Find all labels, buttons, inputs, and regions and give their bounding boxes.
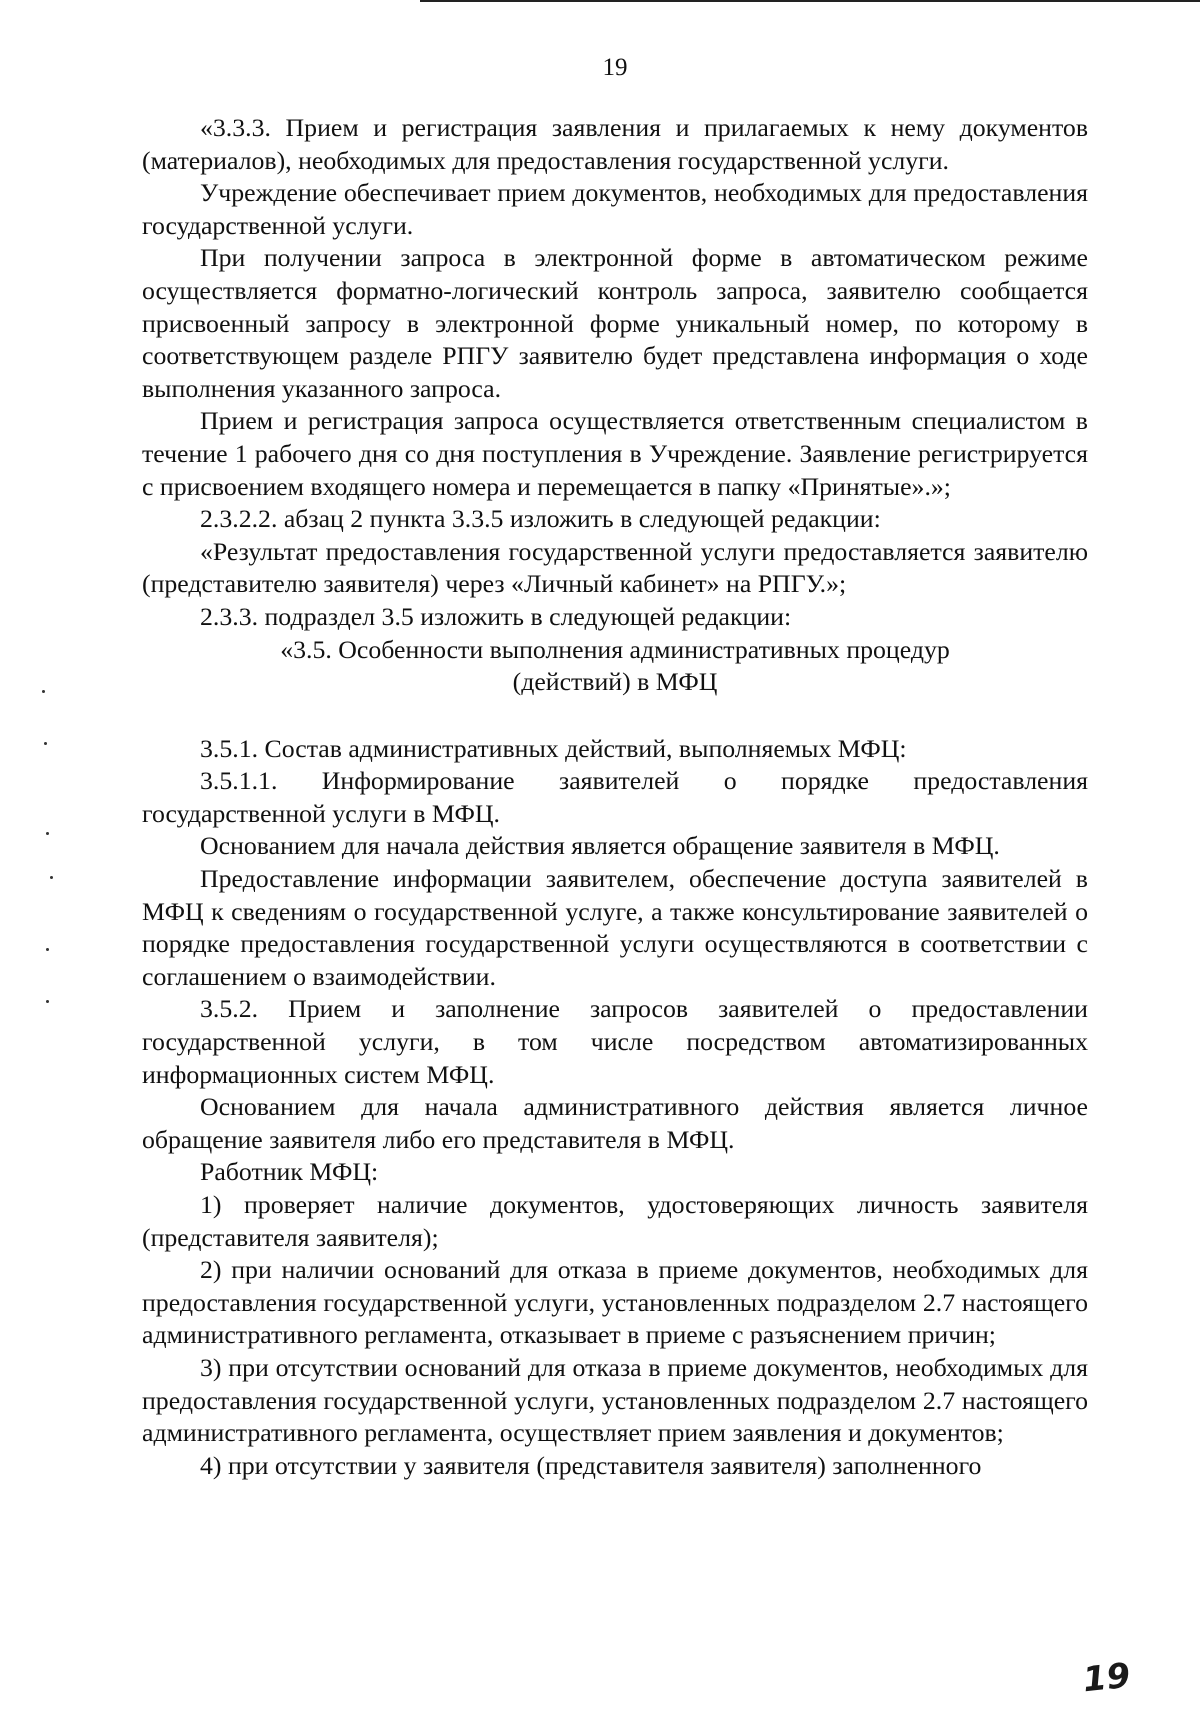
margin-dot (44, 742, 47, 745)
paragraph-3-3-3: «3.3.3. Прием и регистрация заявления и прилагаемых к нему документов (материалов), необходимых для предоставления государственной услуги. (142, 113, 1088, 175)
paragraph-basis-action: Основанием для начала действия является обращение заявителя в МФЦ. (200, 831, 1000, 861)
handwritten-page-number: 19 (1080, 1655, 1132, 1701)
document-body (142, 112, 1088, 1482)
paragraph-3-5-1-1: 3.5.1.1. Информирование заявителей о порядке предоставления государственной услуги в МФЦ. (142, 766, 1088, 828)
paragraph-3-5-1: 3.5.1. Состав административных действий, выполняемых МФЦ: (200, 733, 907, 763)
scan-top-edge-line (420, 0, 1200, 2)
paragraph-mfc-worker: Работник МФЦ: (200, 1157, 379, 1187)
paragraph-result-provision: «Результат предоставления государственной услуги предоставляется заявителю (представителю заявителя) через «Личный кабинет» на РПГУ.»; (142, 536, 1088, 599)
margin-dot (46, 948, 49, 951)
paragraph-institution-reception: Учреждение обеспечивает прием документов, необходимых для предоставления государственной услуги. (142, 178, 1088, 240)
list-item-3: 3) при отсутствии оснований для отказа в приеме документов, необходимых для предоставления государственной услуги, установленных подразделом 2.7 настоящего административного регламента, осуществляет прием заявления и документов; (142, 1352, 1088, 1448)
paragraph-info-provision: Предоставление информации заявителем, обеспечение доступа заявителей в МФЦ к сведениям о государственной услуге, а также консультирование заявителей о порядке предоставления государственной услуги осуществляются в соответствии с соглашением о взаимодействии. (142, 864, 1088, 991)
paragraph-basis-admin-action: Основанием для начала административного действия является личное обращение заявителя либо его представителя в МФЦ. (142, 1092, 1088, 1154)
section-heading-line-1: «3.5. Особенности выполнения административных процедур (280, 634, 950, 664)
margin-dot (46, 1000, 49, 1003)
list-item-1: 1) проверяет наличие документов, удостоверяющих личность заявителя (представителя заявителя); (142, 1190, 1088, 1252)
paragraph-amendment-2-3-3: 2.3.3. подраздел 3.5 изложить в следующей редакции: (200, 601, 792, 631)
list-item-2: 2) при наличии оснований для отказа в приеме документов, необходимых для предоставления государственной услуги, установленных подразделом 2.7 настоящего административного регламента, отказывает в приеме с разъяснением причин; (142, 1255, 1088, 1350)
list-item-4: 4) при отсутствии у заявителя (представителя заявителя) заполненного (200, 1450, 982, 1480)
paragraph-registration: Прием и регистрация запроса осуществляется ответственным специалистом в течение 1 рабочего дня со дня поступления в Учреждение. Заявление регистрируется с присвоением входящего номера и перемещается в папку «Принятые».»; (142, 406, 1088, 501)
page-number: 19 (602, 54, 628, 81)
margin-dot (46, 832, 49, 835)
paragraph-3-5-2: 3.5.2. Прием и заполнение запросов заявителей о предоставлении государственной услуги, в том числе посредством автоматизированных информационных систем МФЦ. (142, 994, 1088, 1089)
section-heading-line-2: (действий) в МФЦ (512, 667, 718, 697)
margin-dot (50, 876, 53, 879)
paragraph-electronic-request: При получении запроса в электронной форме в автоматическом режиме осуществляется форматно-логический контроль запроса, заявителю сообщается присвоенный запросу в электронной форме уникальный номер, по которому в соответствующем разделе РПГУ заявителю будет представлена информация о ходе выполнения указанного запроса. (142, 243, 1088, 403)
paragraph-amendment-2-3-2-2: 2.3.2.2. абзац 2 пункта 3.3.5 изложить в следующей редакции: (200, 504, 881, 534)
margin-dot (42, 690, 45, 693)
